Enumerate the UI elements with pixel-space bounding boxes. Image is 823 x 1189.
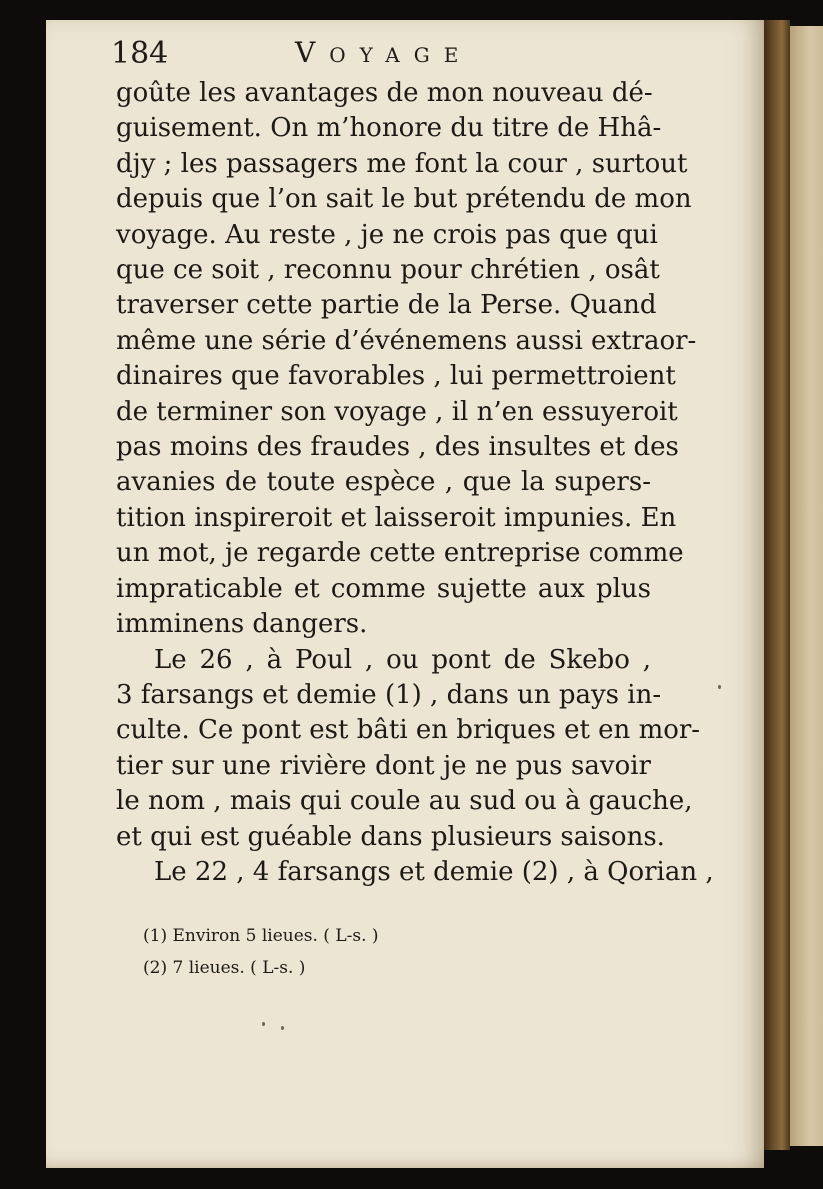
text-line: goûte les avantages de mon nouveau dé- bbox=[116, 78, 653, 108]
text-line: depuis que l’on sait le but prétendu de mon bbox=[116, 184, 692, 215]
footnote: (1) Environ 5 lieues. ( L-s. ) bbox=[143, 926, 379, 946]
text-line: avanies de toute espèce , que la supers- bbox=[116, 467, 651, 498]
paper-speck bbox=[262, 1022, 265, 1026]
text-line: tition inspireroit et laisseroit impunies. En bbox=[116, 502, 677, 533]
text-line: impraticable et comme sujette aux plus bbox=[116, 573, 651, 604]
text-line: que ce soit , reconnu pour chrétien , osât bbox=[116, 255, 660, 286]
text-line: voyage. Au reste , je ne crois pas que qui bbox=[116, 219, 658, 250]
running-head: Voyage bbox=[295, 36, 473, 69]
footnote: (2) 7 lieues. ( L-s. ) bbox=[143, 958, 306, 978]
text-line: imminens dangers. bbox=[116, 609, 368, 640]
text-line: et qui est guéable dans plusieurs saisons. bbox=[116, 821, 665, 852]
text-line: traverser cette partie de la Perse. Quand bbox=[116, 290, 657, 321]
text-line: dinaires que favorables , lui permettroient bbox=[116, 361, 676, 392]
text-line: de terminer son voyage , il n’en essuyeroit bbox=[116, 396, 678, 427]
text-line: Le 26 , à Poul , ou pont de Skebo , bbox=[154, 644, 651, 675]
text-line: Le 22 , 4 farsangs et demie (2) , à Qorian , bbox=[154, 856, 714, 887]
paper-speck bbox=[718, 685, 721, 689]
page-number: 184 bbox=[111, 36, 169, 71]
text-line: même une série d’événemens aussi extraor- bbox=[116, 325, 697, 356]
text-line: guisement. On m’honore du titre de Hhâ- bbox=[116, 113, 662, 144]
body-text bbox=[116, 76, 714, 890]
text-line: le nom , mais qui coule au sud ou à gauche, bbox=[116, 786, 693, 817]
page-header bbox=[111, 30, 671, 80]
facing-page-edge bbox=[790, 26, 823, 1146]
text-line: un mot, je regarde cette entreprise comme bbox=[116, 538, 684, 569]
footnotes bbox=[143, 920, 643, 984]
text-line: 3 farsangs et demie (1) , dans un pays in- bbox=[116, 679, 662, 710]
text-line: djy ; les passagers me font la cour , surtout bbox=[116, 148, 688, 179]
paper-speck bbox=[281, 1026, 284, 1030]
text-line: tier sur une rivière dont je ne pus savoir bbox=[116, 750, 651, 781]
text-line: pas moins des fraudes , des insultes et des bbox=[116, 432, 679, 463]
book-gutter bbox=[764, 20, 790, 1150]
text-line: culte. Ce pont est bâti en briques et en mor- bbox=[116, 715, 701, 746]
